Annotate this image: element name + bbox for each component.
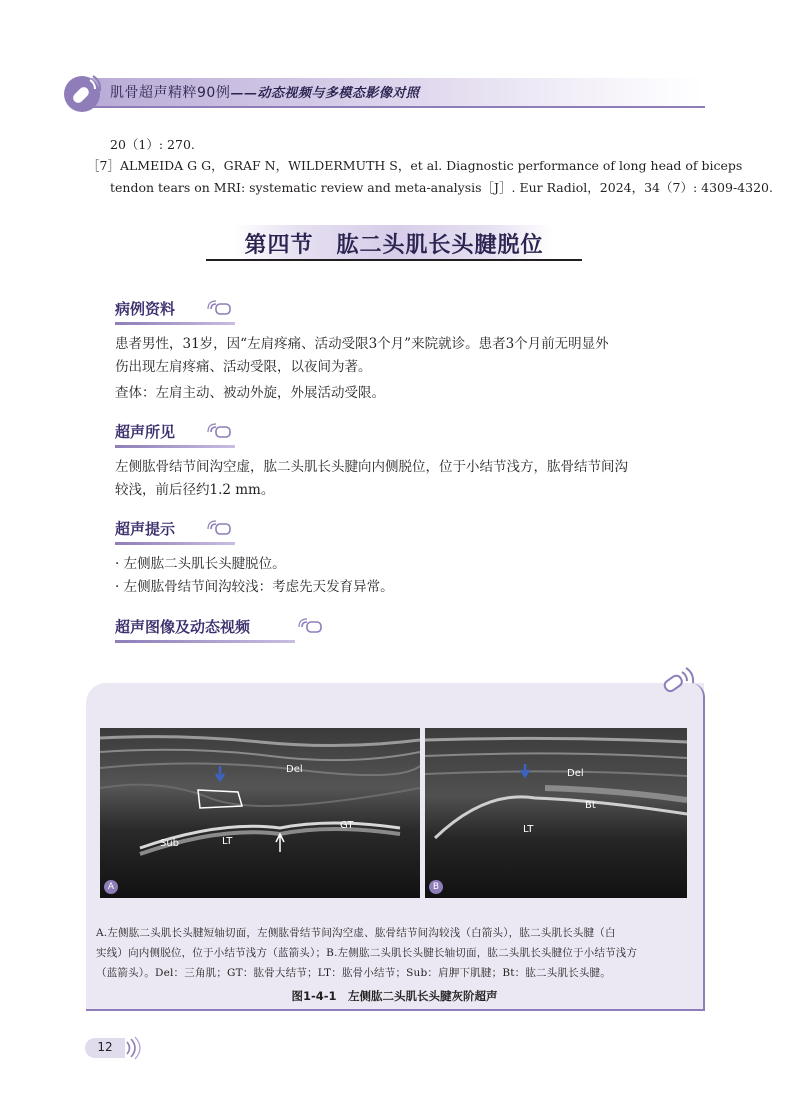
section-underline — [206, 259, 582, 261]
label-del: Del — [286, 764, 303, 775]
label-lt: LT — [222, 836, 233, 847]
case-data-body — [115, 333, 705, 405]
page-number-badge — [85, 1038, 125, 1058]
header-rule — [88, 106, 705, 108]
heading-underline — [115, 445, 235, 448]
figure-title: 图1-4-1 左侧肱二头肌长头腱灰阶超声 — [291, 989, 498, 1003]
panel-letter-b: B — [429, 880, 443, 894]
findings-heading-text: 超声所见 — [115, 423, 176, 441]
running-header — [60, 70, 705, 112]
reference-7-line1: ［7］ALMEIDA G G，GRAF N，WILDERMUTH S，et al. Diagnostic performance of long head of biceps — [87, 158, 743, 173]
images-heading-text: 超声图像及动态视频 — [115, 618, 251, 636]
figure-caption — [86, 913, 703, 985]
header-title — [110, 82, 419, 102]
video-probe-icon[interactable] — [658, 666, 698, 698]
section-title: 第四节 肱二头肌长头腱脱位 — [244, 233, 544, 258]
page-number: 12 — [97, 1040, 113, 1054]
ultrasound-probe-icon — [207, 520, 233, 538]
heading-underline — [115, 640, 295, 643]
case-data-p1-line2: 伤出现左肩疼痛、活动受限，以夜间为著。 — [115, 359, 372, 375]
impression-heading-text: 超声提示 — [115, 520, 176, 538]
book-subtitle: ——动态视频与多模态影像对照 — [230, 86, 420, 101]
reference-continued: 20（1）: 270. — [110, 137, 195, 152]
case-data-heading-text: 病例资料 — [115, 300, 176, 318]
heading-underline — [115, 322, 235, 325]
impression-body — [115, 553, 705, 599]
panel-letter-a: A — [104, 880, 118, 894]
label-bt: Bt — [585, 800, 596, 811]
microphone-icon — [60, 70, 104, 114]
label-gt: GT — [340, 820, 354, 831]
impression-item-1: · 左侧肱二头肌长头腱脱位。 — [115, 556, 286, 572]
section-heading — [206, 225, 582, 265]
ultrasound-probe-icon — [298, 618, 324, 636]
reference-7-line2: tendon tears on MRI: systematic review and meta-analysis［J］. Eur Radiol，2024，34（7）: 4309-4320. — [110, 180, 773, 195]
heading-underline — [115, 542, 235, 545]
label-del: Del — [567, 768, 584, 779]
findings-body — [115, 456, 705, 502]
ultrasound-probe-icon — [207, 423, 233, 441]
ultrasound-image-a — [100, 728, 420, 898]
case-data-p2: 查体：左肩主动、被动外旋，外展活动受限。 — [115, 385, 385, 401]
findings-line1: 左侧肱骨结节间沟空虚，肱二头肌长头腱向内侧脱位，位于小结节浅方，肱骨结节间沟 — [115, 459, 628, 475]
ultrasound-probe-icon — [207, 300, 233, 318]
caption-text — [96, 923, 693, 983]
case-data-p1-line1: 患者男性，31岁，因“左肩疼痛、活动受限3个月”来院就诊。患者3个月前无明显外 — [115, 336, 609, 352]
label-sub: Sub — [160, 838, 180, 849]
book-title: 肌骨超声精粹90例 — [110, 85, 231, 101]
caption-line-2: 实线）向内侧脱位，位于小结节浅方（蓝箭头）；B.左侧肱二头肌长头腱长轴切面，肱二头肌长头腱位于小结节浅方 — [96, 947, 638, 959]
caption-line-1: A.左侧肱二头肌长头腱短轴切面，左侧肱骨结节间沟空虚、肱骨结节间沟较浅（白箭头），肱二头肌长头腱（白 — [96, 927, 616, 939]
findings-line2: 较浅，前后径约1.2 mm。 — [115, 482, 275, 498]
caption-line-3: （蓝箭头）。Del：三角肌；GT：肱骨大结节；LT：肱骨小结节；Sub：肩胛下肌腱；Bt：肱二头肌长头腱。 — [96, 967, 611, 979]
impression-item-2: · 左侧肱骨结节间沟较浅：考虑先天发育异常。 — [115, 579, 394, 595]
ultrasound-image-b — [425, 728, 687, 898]
label-lt: LT — [523, 824, 534, 835]
sound-wave-icon — [124, 1036, 142, 1060]
